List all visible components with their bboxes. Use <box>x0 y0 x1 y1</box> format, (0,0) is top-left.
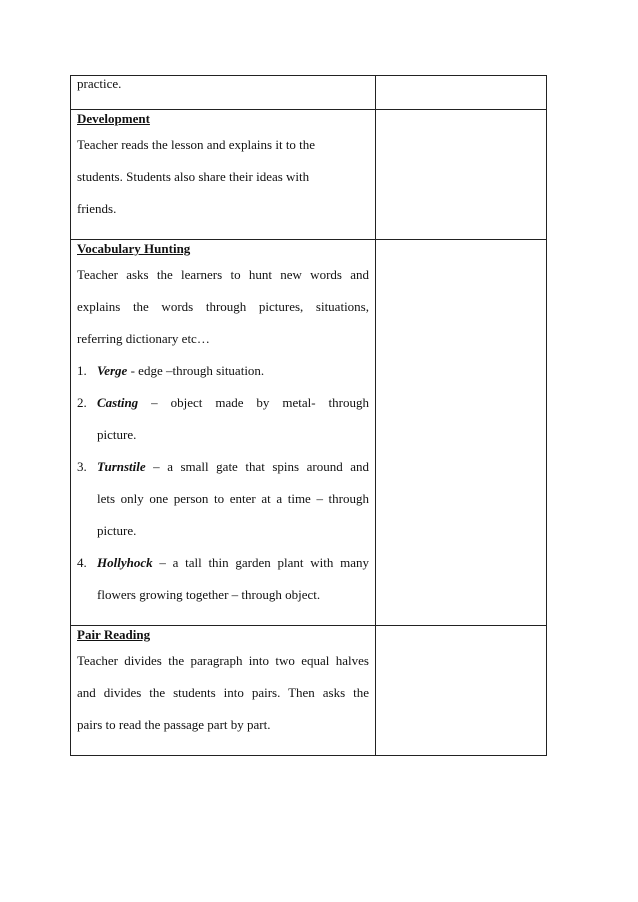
item-number: 4. <box>77 555 87 570</box>
text-line: referring dictionary etc… <box>77 331 210 346</box>
item-text <box>97 547 369 579</box>
item-number: 2. <box>77 395 87 410</box>
item-number: 1. <box>77 363 87 378</box>
section-heading-pair-reading: Pair Reading <box>77 627 151 642</box>
text-line: friends. <box>77 201 117 216</box>
vocab-definition: – a tall thin garden plant with many <box>152 555 369 570</box>
activity-cell <box>71 626 376 756</box>
section-heading-vocabulary-hunting: Vocabulary Hunting <box>77 241 191 256</box>
activity-cell <box>71 76 376 110</box>
vocab-item <box>77 387 369 419</box>
vocab-item <box>77 451 369 483</box>
text-line: Teacher asks the learners to hunt new words and <box>77 267 369 282</box>
remarks-cell <box>376 240 547 626</box>
lesson-plan-table <box>70 75 547 756</box>
text-line: and divides the students into pairs. Then asks the <box>77 685 369 700</box>
remarks-cell <box>376 110 547 240</box>
item-text <box>97 355 369 387</box>
vocab-term: Hollyhock <box>97 555 153 570</box>
vocab-item <box>77 547 369 579</box>
item-text <box>97 387 369 419</box>
vocab-term: Casting <box>97 395 139 410</box>
table-row <box>71 626 547 756</box>
vocab-definition: - edge –through situation. <box>127 363 265 378</box>
item-text <box>97 451 369 483</box>
text-line: picture. <box>97 523 137 538</box>
table-row <box>71 240 547 626</box>
activity-cell <box>71 240 376 626</box>
text-line: Teacher reads the lesson and explains it to the <box>77 137 316 152</box>
section-heading-development: Development <box>77 111 150 126</box>
table-row <box>71 76 547 110</box>
vocab-term: Turnstile <box>97 459 146 474</box>
item-number: 3. <box>77 459 87 474</box>
text-line: Teacher divides the paragraph into two equal halves <box>77 653 369 668</box>
vocab-item <box>77 355 369 387</box>
text-line: lets only one person to enter at a time – through <box>97 491 369 506</box>
vocab-definition: – object made by metal- through <box>138 395 369 410</box>
vocab-definition: – a small gate that spins around and <box>145 459 369 474</box>
remarks-cell <box>376 76 547 110</box>
vocab-term: Verge <box>97 363 128 378</box>
remarks-cell <box>376 626 547 756</box>
activity-cell <box>71 110 376 240</box>
table-row <box>71 110 547 240</box>
text-line: explains the words through pictures, situations, <box>77 299 369 314</box>
text-line: practice. <box>77 76 122 91</box>
text-line: pairs to read the passage part by part. <box>77 717 271 732</box>
text-line: flowers growing together – through object. <box>97 587 321 602</box>
text-line: students. Students also share their ideas with <box>77 169 310 184</box>
text-line: picture. <box>97 427 137 442</box>
